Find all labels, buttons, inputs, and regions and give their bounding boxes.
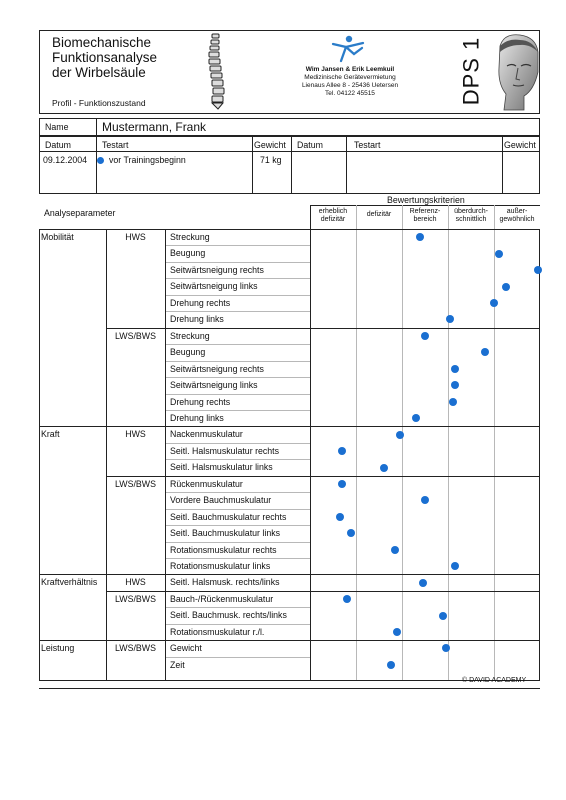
parameter-label: Nackenmuskulatur [170,429,243,440]
parameter-label: Rückenmuskulatur [170,478,243,489]
subgroup-label: LWS/BWS [115,593,156,604]
rating-dot [391,546,399,554]
criteria-column-1 [310,208,356,224]
parameter-label: Rotationsmuskulatur links [170,561,271,571]
rating-dot [439,612,447,620]
parameter-label: Beugung [170,248,206,259]
parameter-label: Bauch-/Rückenmuskulatur [170,593,274,604]
form-code: DPS 1 [458,36,484,106]
david-head-image [494,32,540,112]
criteria-column-5 [494,208,540,224]
parameter-label: Gewicht [170,643,202,654]
criteria-column-label: bereich [413,216,437,223]
parameter-label: Vordere Bauchmuskulatur [170,495,272,506]
section-label: Leistung [41,643,75,654]
analysis-sheet [39,30,540,688]
analysis-body [39,229,540,681]
subtitle: Profil - Funktionszustand [52,98,146,108]
test-date: 09.12.2004 [43,155,88,165]
company-name: Wim Jansen & Erik Leemkuil [305,66,395,73]
subgroup-label: HWS [125,577,146,588]
rating-dot [495,250,503,258]
parameter-label: Zeit [170,659,185,670]
parameter-label: Seitwärtsneigung rechts [170,264,264,275]
parameter-label: Drehung rechts [170,396,231,407]
section-label: Kraftverhältnis [41,577,98,588]
subgroup-label: LWS/BWS [115,478,156,489]
parameter-label: Streckung [170,330,210,341]
person-name: Mustermann, Frank [102,120,207,134]
section-label: Kraft [41,429,60,440]
rating-dot [490,299,498,307]
parameter-label: Rotationsmuskulatur rechts [170,544,277,555]
parameter-label: Seitl. Bauchmuskulatur links [170,528,281,539]
criteria-column-label: erheblich [318,208,348,215]
parameter-label: Seitwärtsneigung links [170,281,258,292]
test-marker-dot [97,157,104,164]
rating-dot [343,595,351,603]
rating-dot [502,283,510,291]
criteria-column-4 [448,208,494,224]
criteria-column-2 [356,211,402,219]
subgroup-label: LWS/BWS [115,643,156,654]
copyright-text: © DAVID ACADEMY [462,677,527,684]
criteria-column-label: Referenz- [409,208,441,215]
rating-dot [396,431,404,439]
subgroup-label: HWS [125,429,146,440]
rating-dot [412,414,420,422]
rating-dot [387,661,395,669]
analyseparameter-label: Analyseparameter [44,208,116,218]
datum-header: Datum [45,140,71,150]
title-line-3: der Wirbelsäule [52,65,146,80]
rating-dot [419,579,427,587]
criteria-column-label: außer- [506,208,528,215]
rating-dot [380,464,388,472]
company-line-1: Medizinische Gerätevermietung [304,74,396,81]
subgroup-label: LWS/BWS [115,330,156,341]
criteria-column-label: überdurch- [454,208,488,215]
criteria-column-label: defizitär [366,211,392,218]
title-line-2: Funktionsanalyse [52,50,158,65]
rating-dot [449,398,457,406]
parameter-label: Seitl. Halsmusk. rechts/links [170,577,280,588]
rating-dot [336,513,344,521]
title-line-1: Biomechanische [52,35,152,50]
spine-icon [204,32,228,110]
parameter-label: Drehung links [170,314,224,325]
datum-header-2: Datum [297,140,323,150]
parameter-label: Streckung [170,232,210,242]
parameter-label: Seitwärtsneigung links [170,380,258,391]
name-label: Name [45,122,69,132]
test-weight: 71 kg [260,155,282,165]
criteria-column-label: gewöhnlich [499,216,535,223]
jumping-figure-logo [329,34,369,64]
bewertungskriterien-label: Bewertungskriterien [387,195,465,205]
parameter-label: Drehung rechts [170,297,231,308]
criteria-column-label: defizitär [320,216,346,223]
test-type: vor Trainingsbeginn [109,155,186,165]
criteria-column-3 [402,208,448,224]
parameter-label: Beugung [170,347,206,358]
parameter-label: Seitwärtsneigung rechts [170,363,264,374]
rating-dot [534,266,542,274]
parameter-label: Rotationsmuskulatur r./l. [170,626,265,637]
section-label: Mobilität [41,232,74,242]
gewicht-header: Gewicht [254,140,286,150]
rating-dot [421,332,429,340]
criteria-column-label: schnittlich [455,216,487,223]
testart-header-2: Testart [354,140,381,150]
rating-dot [451,365,459,373]
parameter-label: Seitl. Bauchmuskulatur rechts [170,511,287,522]
testart-header: Testart [102,140,129,150]
gewicht-header-2: Gewicht [504,140,536,150]
parameter-label: Seitl. Halsmuskulatur links [170,462,273,473]
parameter-label: Drehung links [170,412,224,423]
parameter-label: Seitl. Halsmuskulatur rechts [170,445,280,456]
subgroup-label: HWS [125,232,146,242]
company-line-3: Tel. 04122 45515 [325,90,375,97]
company-line-2: Lienaus Allee 8 - 25436 Uetersen [301,82,399,89]
parameter-label: Seitl. Bauchmusk. rechts/links [170,610,287,621]
